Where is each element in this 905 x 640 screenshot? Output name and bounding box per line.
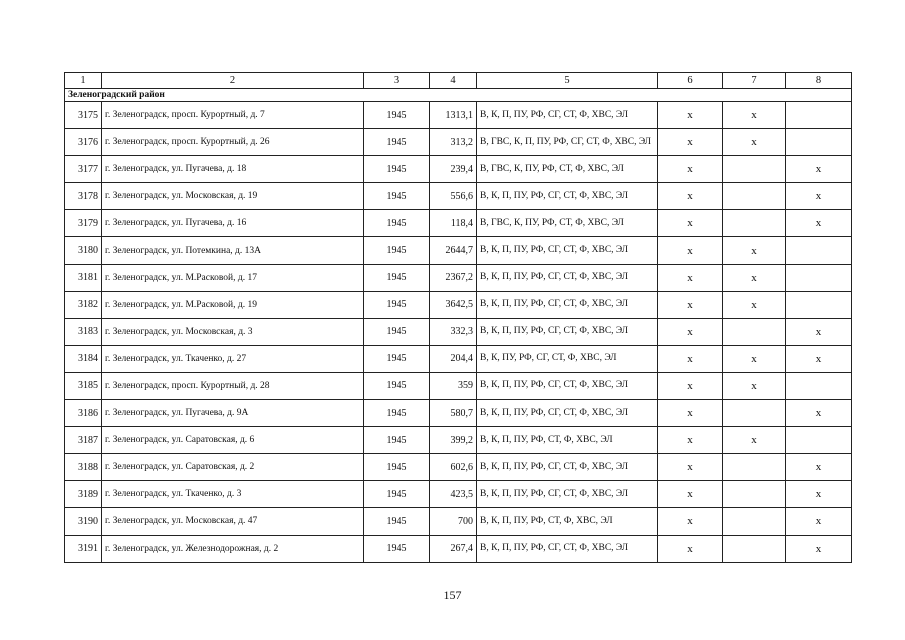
address-cell: г. Зеленоградск, ул. М.Расковой, д. 19 — [102, 291, 364, 318]
mark-col7-cell: x — [723, 291, 786, 318]
mark-col6-cell: x — [658, 237, 723, 264]
mark-col8-cell: x — [786, 318, 852, 345]
year-cell: 1945 — [364, 237, 430, 264]
table-row — [65, 183, 852, 210]
engineering-systems-cell: В, К, П, ПУ, РФ, СГ, СТ, Ф, ХВС, ЭЛ — [477, 237, 658, 264]
mark-col8-cell: x — [786, 183, 852, 210]
engineering-systems-cell: В, К, П, ПУ, РФ, СТ, Ф, ХВС, ЭЛ — [477, 427, 658, 454]
engineering-systems-cell: В, ГВС, К, ПУ, РФ, СТ, Ф, ХВС, ЭЛ — [477, 156, 658, 183]
mark-col7-cell — [723, 454, 786, 481]
year-cell: 1945 — [364, 129, 430, 156]
address-cell: г. Зеленоградск, ул. Московская, д. 3 — [102, 318, 364, 345]
year-cell: 1945 — [364, 535, 430, 562]
year-cell: 1945 — [364, 102, 430, 129]
area-cell: 2644,7 — [430, 237, 477, 264]
table-row — [65, 318, 852, 345]
mark-col6-cell: x — [658, 345, 723, 372]
mark-col6-cell: x — [658, 156, 723, 183]
area-cell: 602,6 — [430, 454, 477, 481]
mark-col6-cell: x — [658, 372, 723, 399]
mark-col7-cell: x — [723, 129, 786, 156]
engineering-systems-cell: В, К, П, ПУ, РФ, СГ, СТ, Ф, ХВС, ЭЛ — [477, 318, 658, 345]
mark-col6-cell: x — [658, 427, 723, 454]
mark-col7-cell — [723, 210, 786, 237]
mark-col8-cell — [786, 372, 852, 399]
address-cell: г. Зеленоградск, просп. Курортный, д. 28 — [102, 372, 364, 399]
area-cell: 313,2 — [430, 129, 477, 156]
row-number: 3187 — [65, 427, 102, 454]
area-cell: 580,7 — [430, 400, 477, 427]
mark-col7-cell — [723, 535, 786, 562]
mark-col6-cell: x — [658, 129, 723, 156]
area-cell: 239,4 — [430, 156, 477, 183]
address-cell: г. Зеленоградск, ул. Саратовская, д. 6 — [102, 427, 364, 454]
mark-col8-cell — [786, 102, 852, 129]
district-row — [65, 89, 852, 102]
table-row — [65, 345, 852, 372]
row-number: 3188 — [65, 454, 102, 481]
area-cell: 359 — [430, 372, 477, 399]
mark-col8-cell — [786, 291, 852, 318]
year-cell: 1945 — [364, 427, 430, 454]
column-number-row — [65, 73, 852, 89]
area-cell: 267,4 — [430, 535, 477, 562]
address-cell: г. Зеленоградск, ул. Потемкина, д. 13А — [102, 237, 364, 264]
year-cell: 1945 — [364, 183, 430, 210]
address-cell: г. Зеленоградск, ул. Саратовская, д. 2 — [102, 454, 364, 481]
year-cell: 1945 — [364, 210, 430, 237]
mark-col7-cell: x — [723, 264, 786, 291]
area-cell: 2367,2 — [430, 264, 477, 291]
area-cell: 556,6 — [430, 183, 477, 210]
mark-col7-cell: x — [723, 427, 786, 454]
address-cell: г. Зеленоградск, ул. Ткаченко, д. 27 — [102, 345, 364, 372]
year-cell: 1945 — [364, 264, 430, 291]
area-cell: 332,3 — [430, 318, 477, 345]
column-header: 1 — [65, 73, 102, 89]
mark-col8-cell: x — [786, 454, 852, 481]
mark-col8-cell — [786, 237, 852, 264]
mark-col6-cell: x — [658, 535, 723, 562]
year-cell: 1945 — [364, 454, 430, 481]
mark-col8-cell: x — [786, 210, 852, 237]
row-number: 3177 — [65, 156, 102, 183]
row-number: 3179 — [65, 210, 102, 237]
mark-col7-cell: x — [723, 237, 786, 264]
column-header: 3 — [364, 73, 430, 89]
table-row — [65, 372, 852, 399]
column-header: 2 — [102, 73, 364, 89]
mark-col8-cell: x — [786, 508, 852, 535]
mark-col6-cell: x — [658, 264, 723, 291]
table-row — [65, 535, 852, 562]
engineering-systems-cell: В, К, П, ПУ, РФ, СГ, СТ, Ф, ХВС, ЭЛ — [477, 291, 658, 318]
engineering-systems-cell: В, К, П, ПУ, РФ, СГ, СТ, Ф, ХВС, ЭЛ — [477, 102, 658, 129]
mark-col6-cell: x — [658, 508, 723, 535]
table-row — [65, 454, 852, 481]
row-number: 3175 — [65, 102, 102, 129]
column-header: 7 — [723, 73, 786, 89]
table-row — [65, 291, 852, 318]
table-row — [65, 427, 852, 454]
table-row — [65, 129, 852, 156]
mark-col7-cell — [723, 156, 786, 183]
engineering-systems-cell: В, ГВС, К, П, ПУ, РФ, СГ, СТ, Ф, ХВС, ЭЛ — [477, 129, 658, 156]
mark-col7-cell — [723, 318, 786, 345]
table-row — [65, 156, 852, 183]
mark-col7-cell — [723, 508, 786, 535]
row-number: 3186 — [65, 400, 102, 427]
mark-col8-cell: x — [786, 156, 852, 183]
year-cell: 1945 — [364, 156, 430, 183]
engineering-systems-cell: В, К, П, ПУ, РФ, СГ, СТ, Ф, ХВС, ЭЛ — [477, 400, 658, 427]
engineering-systems-cell: В, К, П, ПУ, РФ, СГ, СТ, Ф, ХВС, ЭЛ — [477, 372, 658, 399]
page-number: 157 — [443, 588, 462, 602]
mark-col8-cell — [786, 264, 852, 291]
mark-col6-cell: x — [658, 318, 723, 345]
mark-col8-cell: x — [786, 345, 852, 372]
area-cell: 3642,5 — [430, 291, 477, 318]
table-row — [65, 400, 852, 427]
mark-col8-cell: x — [786, 400, 852, 427]
column-header: 8 — [786, 73, 852, 89]
engineering-systems-cell: В, К, П, ПУ, РФ, СГ, СТ, Ф, ХВС, ЭЛ — [477, 481, 658, 508]
mark-col8-cell — [786, 427, 852, 454]
mark-col6-cell: x — [658, 102, 723, 129]
mark-col7-cell — [723, 183, 786, 210]
address-cell: г. Зеленоградск, ул. Московская, д. 19 — [102, 183, 364, 210]
mark-col6-cell: x — [658, 454, 723, 481]
table-row — [65, 210, 852, 237]
year-cell: 1945 — [364, 508, 430, 535]
address-cell: г. Зеленоградск, ул. Железнодорожная, д. 2 — [102, 535, 364, 562]
row-number: 3182 — [65, 291, 102, 318]
district-name: Зеленоградский район — [65, 89, 852, 102]
mark-col6-cell: x — [658, 210, 723, 237]
table-row — [65, 481, 852, 508]
row-number: 3181 — [65, 264, 102, 291]
year-cell: 1945 — [364, 318, 430, 345]
table-row — [65, 264, 852, 291]
mark-col6-cell: x — [658, 183, 723, 210]
row-number: 3191 — [65, 535, 102, 562]
mark-col7-cell: x — [723, 102, 786, 129]
engineering-systems-cell: В, К, П, ПУ, РФ, СГ, СТ, Ф, ХВС, ЭЛ — [477, 264, 658, 291]
table-row — [65, 102, 852, 129]
mark-col8-cell: x — [786, 535, 852, 562]
mark-col7-cell — [723, 481, 786, 508]
row-number: 3180 — [65, 237, 102, 264]
mark-col7-cell: x — [723, 345, 786, 372]
address-cell: г. Зеленоградск, ул. Пугачева, д. 16 — [102, 210, 364, 237]
area-cell: 423,5 — [430, 481, 477, 508]
area-cell: 1313,1 — [430, 102, 477, 129]
engineering-systems-cell: В, К, П, ПУ, РФ, СГ, СТ, Ф, ХВС, ЭЛ — [477, 183, 658, 210]
engineering-systems-cell: В, ГВС, К, ПУ, РФ, СТ, Ф, ХВС, ЭЛ — [477, 210, 658, 237]
housing-register-table — [64, 72, 852, 563]
address-cell: г. Зеленоградск, ул. Ткаченко, д. 3 — [102, 481, 364, 508]
row-number: 3185 — [65, 372, 102, 399]
mark-col6-cell: x — [658, 481, 723, 508]
year-cell: 1945 — [364, 481, 430, 508]
engineering-systems-cell: В, К, П, ПУ, РФ, СТ, Ф, ХВС, ЭЛ — [477, 508, 658, 535]
mark-col7-cell: x — [723, 372, 786, 399]
address-cell: г. Зеленоградск, ул. Московская, д. 47 — [102, 508, 364, 535]
engineering-systems-cell: В, К, П, ПУ, РФ, СГ, СТ, Ф, ХВС, ЭЛ — [477, 454, 658, 481]
engineering-systems-cell: В, К, П, ПУ, РФ, СГ, СТ, Ф, ХВС, ЭЛ — [477, 535, 658, 562]
row-number: 3176 — [65, 129, 102, 156]
engineering-systems-cell: В, К, ПУ, РФ, СГ, СТ, Ф, ХВС, ЭЛ — [477, 345, 658, 372]
area-cell: 700 — [430, 508, 477, 535]
mark-col8-cell: x — [786, 481, 852, 508]
mark-col7-cell — [723, 400, 786, 427]
row-number: 3184 — [65, 345, 102, 372]
address-cell: г. Зеленоградск, ул. Пугачева, д. 18 — [102, 156, 364, 183]
table-row — [65, 508, 852, 535]
area-cell: 204,4 — [430, 345, 477, 372]
row-number: 3183 — [65, 318, 102, 345]
year-cell: 1945 — [364, 345, 430, 372]
table-row — [65, 237, 852, 264]
mark-col6-cell: x — [658, 400, 723, 427]
row-number: 3190 — [65, 508, 102, 535]
area-cell: 118,4 — [430, 210, 477, 237]
row-number: 3178 — [65, 183, 102, 210]
year-cell: 1945 — [364, 400, 430, 427]
row-number: 3189 — [65, 481, 102, 508]
column-header: 4 — [430, 73, 477, 89]
address-cell: г. Зеленоградск, ул. Пугачева, д. 9А — [102, 400, 364, 427]
area-cell: 399,2 — [430, 427, 477, 454]
mark-col6-cell: x — [658, 291, 723, 318]
address-cell: г. Зеленоградск, просп. Курортный, д. 7 — [102, 102, 364, 129]
address-cell: г. Зеленоградск, просп. Курортный, д. 26 — [102, 129, 364, 156]
column-header: 5 — [477, 73, 658, 89]
year-cell: 1945 — [364, 291, 430, 318]
address-cell: г. Зеленоградск, ул. М.Расковой, д. 17 — [102, 264, 364, 291]
mark-col8-cell — [786, 129, 852, 156]
year-cell: 1945 — [364, 372, 430, 399]
column-header: 6 — [658, 73, 723, 89]
